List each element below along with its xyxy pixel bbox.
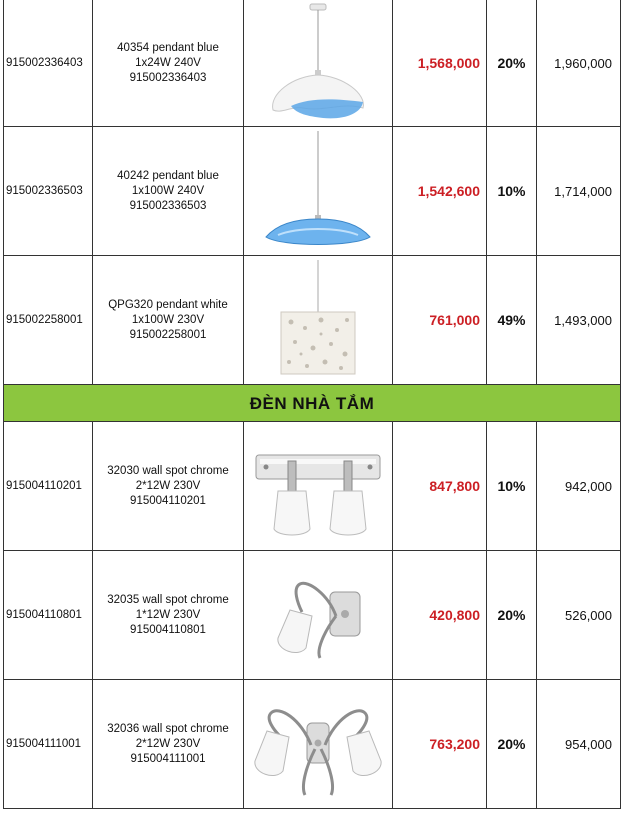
product-description [93, 680, 244, 809]
table-row [4, 551, 621, 680]
original-price: 1,960,000 [537, 0, 621, 127]
product-spec: 1x100W 240V [131, 184, 205, 197]
discount-percent: 49% [487, 256, 537, 385]
table-row [4, 422, 621, 551]
product-image-cell [244, 680, 393, 809]
product-spec: 2*12W 230V [135, 737, 201, 750]
product-name: 40242 pendant blue [117, 169, 219, 182]
sale-price: 763,200 [393, 680, 487, 809]
table-row [4, 0, 621, 127]
product-image-cell [244, 256, 393, 385]
sale-price: 1,542,600 [393, 127, 487, 256]
product-code: 915004110801 [4, 551, 93, 680]
product-sku: 915004111001 [130, 752, 206, 765]
discount-percent: 10% [487, 127, 537, 256]
product-code: 915004110201 [4, 422, 93, 551]
price-table [3, 0, 621, 809]
wall-spot-single-icon [258, 554, 378, 676]
product-image-cell [244, 0, 393, 127]
product-image-cell [244, 422, 393, 551]
product-image-cell [244, 127, 393, 256]
original-price: 526,000 [537, 551, 621, 680]
discount-percent: 20% [487, 551, 537, 680]
section-header [4, 385, 621, 422]
discount-percent: 20% [487, 0, 537, 127]
discount-percent: 10% [487, 422, 537, 551]
product-name: 32036 wall spot chrome [107, 722, 229, 735]
product-spec: 2*12W 230V [135, 479, 201, 492]
pendant-dome-blue-icon [263, 2, 373, 124]
sale-price: 761,000 [393, 256, 487, 385]
original-price: 1,493,000 [537, 256, 621, 385]
product-sku: 915002336403 [129, 71, 207, 84]
section-title: ĐÈN NHÀ TẮM [4, 385, 621, 422]
original-price: 1,714,000 [537, 127, 621, 256]
table-row [4, 127, 621, 256]
product-code: 915002336403 [4, 0, 93, 127]
discount-percent: 20% [487, 680, 537, 809]
product-spec: 1*12W 230V [135, 608, 201, 621]
product-description [93, 0, 244, 127]
product-name: 32030 wall spot chrome [107, 464, 229, 477]
product-sku: 915004110201 [130, 494, 206, 507]
wall-spot-double-bar-icon [248, 425, 388, 547]
product-name: 32035 wall spot chrome [107, 593, 229, 606]
product-code: 915004111001 [4, 680, 93, 809]
original-price: 954,000 [537, 680, 621, 809]
pendant-box-white-icon [263, 258, 373, 382]
wall-spot-double-curved-icon [245, 683, 391, 805]
product-description [93, 127, 244, 256]
original-price: 942,000 [537, 422, 621, 551]
table-row [4, 256, 621, 385]
product-description [93, 551, 244, 680]
product-description [93, 422, 244, 551]
product-sku: 915004110801 [130, 623, 206, 636]
product-code: 915002258001 [4, 256, 93, 385]
product-sku: 915002336503 [129, 199, 207, 212]
product-name: QPG320 pendant white [108, 298, 228, 311]
sale-price: 847,800 [393, 422, 487, 551]
product-sku: 915002258001 [129, 328, 207, 341]
product-spec: 1x24W 240V [135, 56, 201, 69]
sale-price: 420,800 [393, 551, 487, 680]
sale-price: 1,568,000 [393, 0, 487, 127]
table-row [4, 680, 621, 809]
product-image-cell [244, 551, 393, 680]
product-spec: 1x100W 230V [131, 313, 205, 326]
product-description [93, 256, 244, 385]
product-code: 915002336503 [4, 127, 93, 256]
pendant-saucer-blue-icon [258, 129, 378, 253]
product-name: 40354 pendant blue [117, 41, 219, 54]
